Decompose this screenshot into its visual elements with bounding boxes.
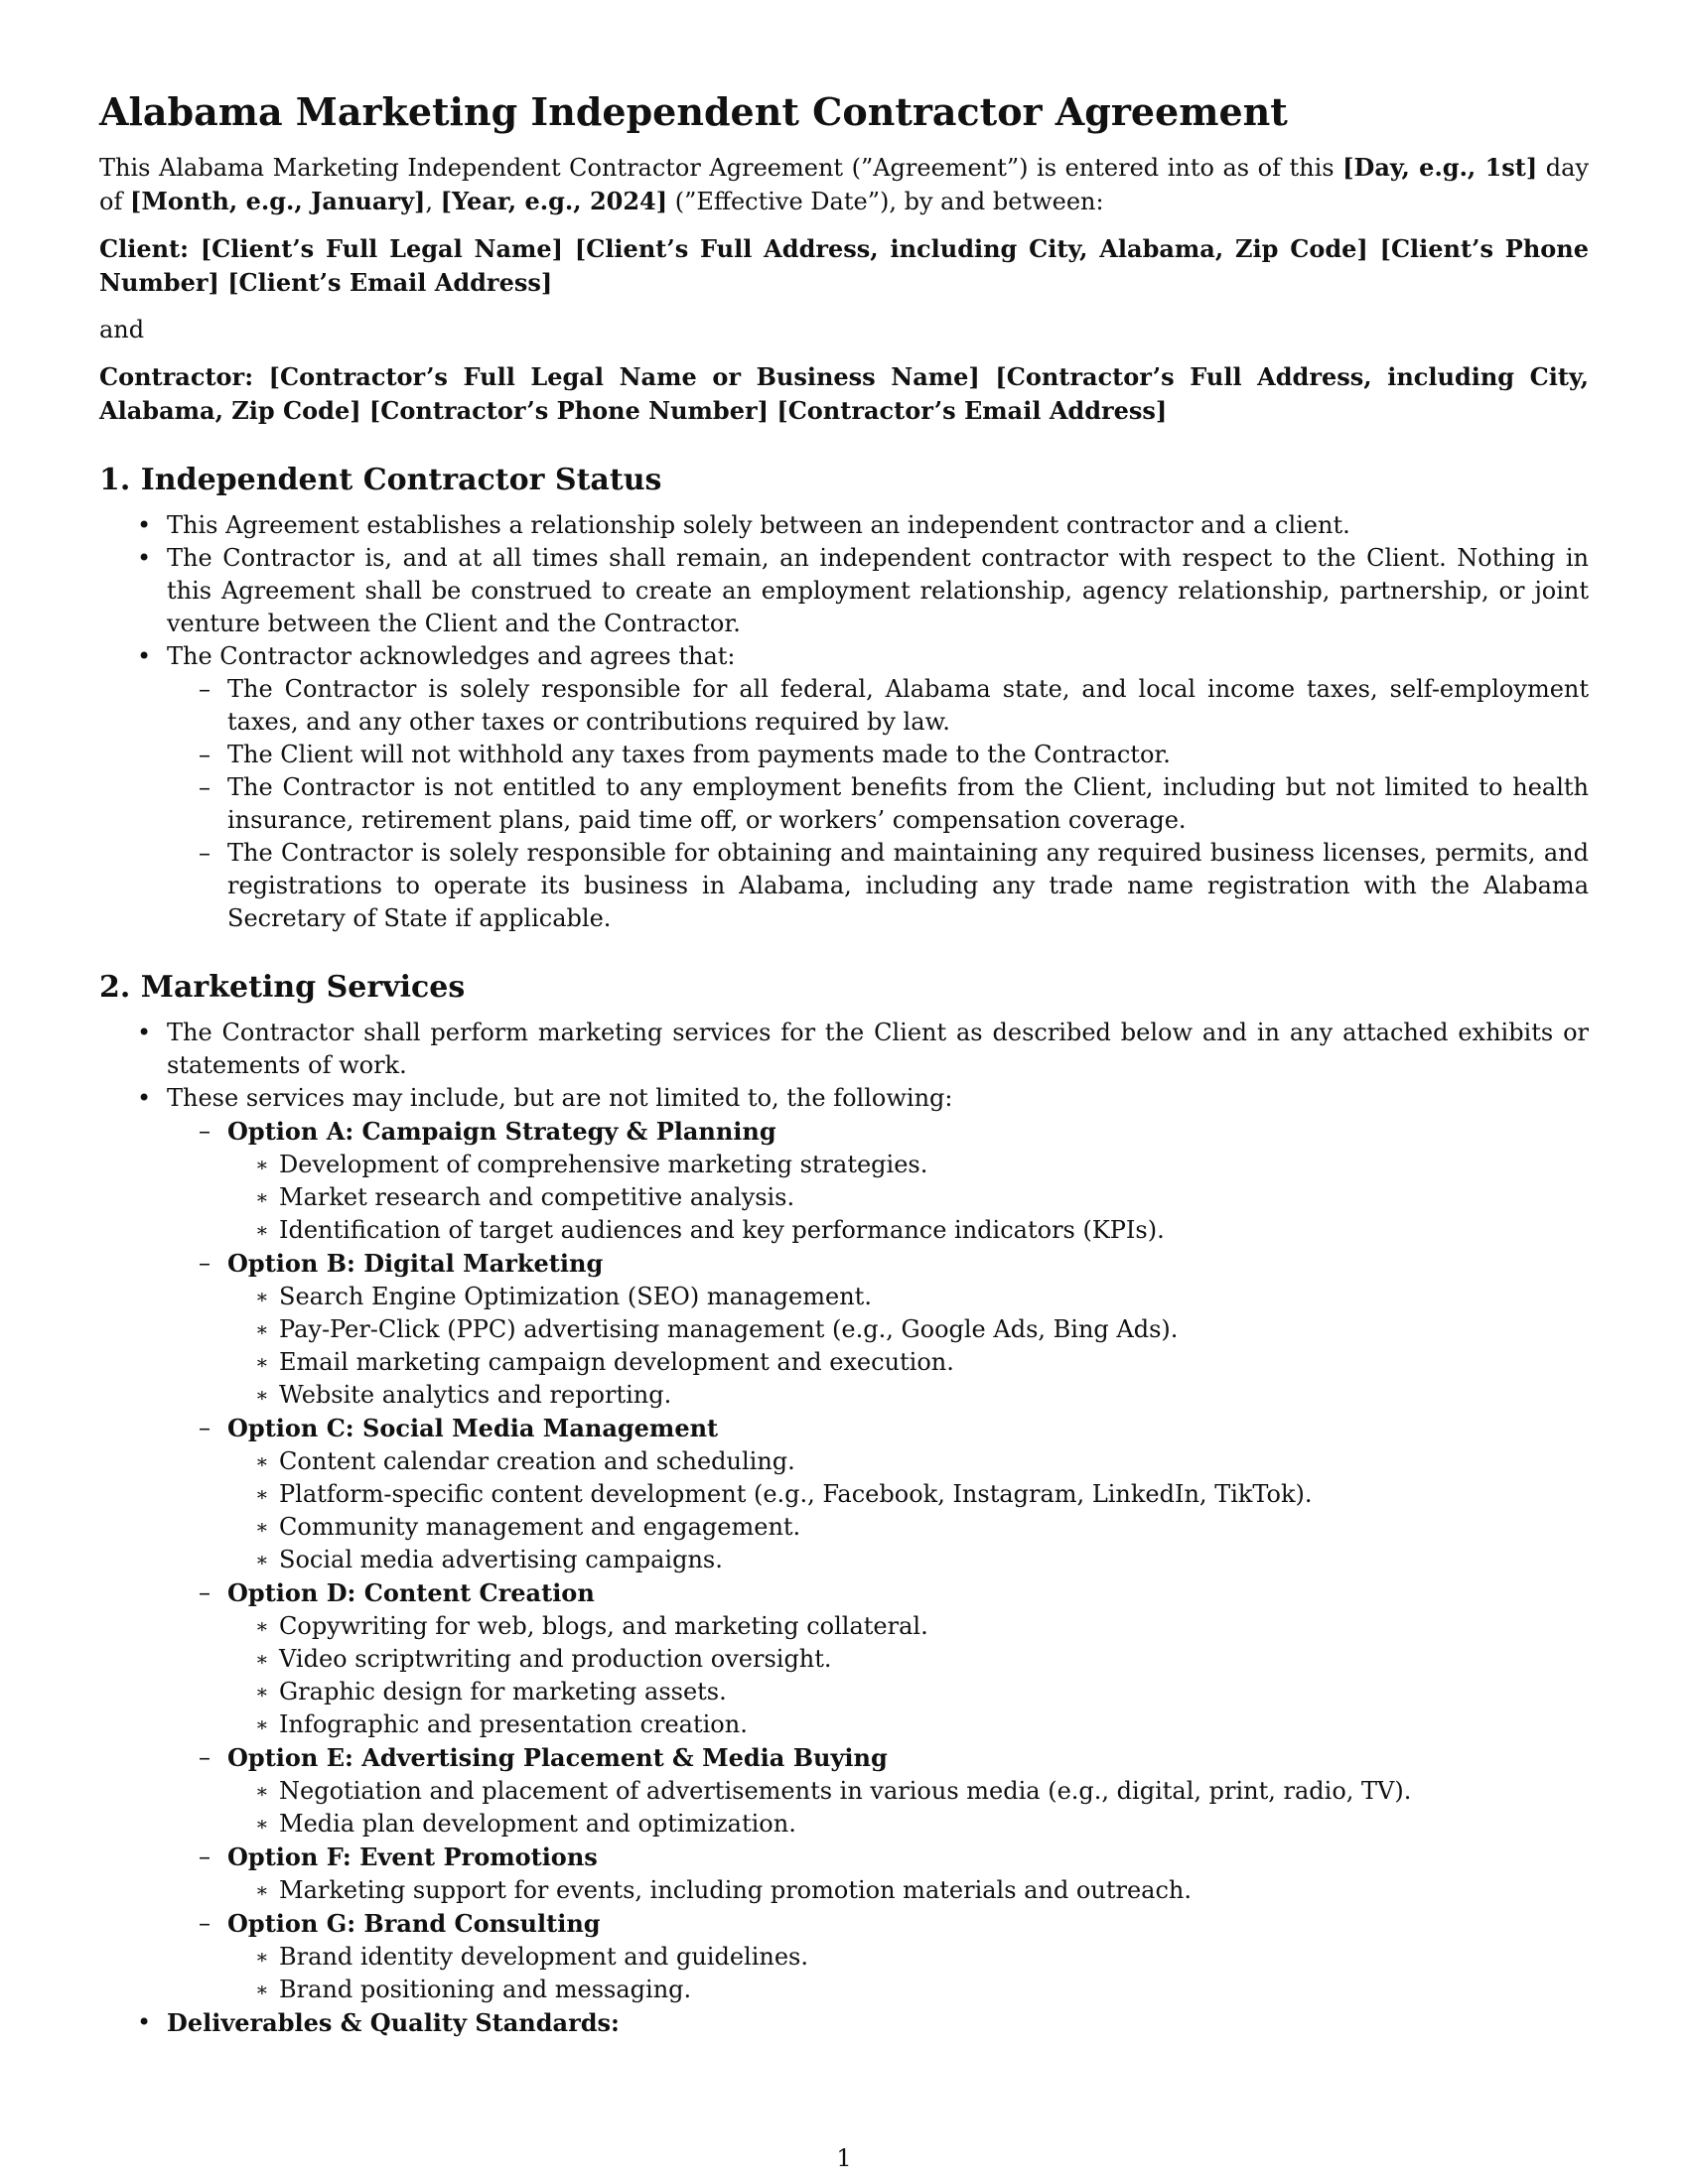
star-marker: ∗ (255, 1317, 269, 1341)
option-b (167, 1247, 1589, 1412)
star-marker: ∗ (255, 1779, 269, 1803)
star-marker: ∗ (255, 1680, 269, 1704)
page-number: 1 (836, 2144, 852, 2172)
list-item (227, 1313, 1589, 1346)
option-title: Option A: Campaign Strategy & Planning (227, 1117, 776, 1146)
list-item (227, 1214, 1589, 1247)
option-c-items (227, 1445, 1589, 1576)
list-item (99, 2006, 1589, 2040)
star-marker: ∗ (255, 1978, 269, 2001)
list-item (99, 1082, 1589, 2006)
section-2-list (99, 1017, 1589, 2040)
list-item (167, 739, 1589, 771)
bullet-marker: • (137, 544, 152, 572)
intro-paragraph (99, 151, 1589, 218)
list-item-text: Copywriting for web, blogs, and marketing collateral. (279, 1612, 928, 1640)
option-g (167, 1907, 1589, 2006)
bullet-marker: • (137, 1084, 152, 1112)
list-item (99, 542, 1589, 640)
bullet-marker: • (137, 2008, 152, 2036)
list-item-text: The Contractor is solely responsible for obtaining and maintaining any required business licenses, permits, and registrations to operate its business in Alabama, including any trade name registration with the Alabama Secretary of State if applicable. (227, 839, 1589, 932)
document-title: Alabama Marketing Independent Contractor Agreement (99, 89, 1288, 134)
dash-marker: – (199, 1414, 211, 1441)
option-f-items (227, 1874, 1589, 1907)
star-marker: ∗ (255, 1285, 269, 1308)
list-item (227, 1974, 1589, 2006)
dash-marker: – (199, 1743, 211, 1771)
year-placeholder: [Year, e.g., 2024] (440, 187, 668, 215)
list-item (227, 1808, 1589, 1841)
list-item (227, 1708, 1589, 1741)
dash-marker: – (199, 773, 211, 801)
option-e-items (227, 1775, 1589, 1841)
star-marker: ∗ (255, 1515, 269, 1539)
dash-marker: – (199, 1909, 211, 1937)
list-item (99, 1017, 1589, 1082)
section-1-heading: 1. Independent Contractor Status (99, 463, 662, 497)
option-e (167, 1741, 1589, 1841)
list-item-text: Brand identity development and guidelines. (279, 1943, 809, 1971)
list-item-text: Website analytics and reporting. (279, 1381, 672, 1409)
list-item (167, 771, 1589, 837)
star-marker: ∗ (255, 1383, 269, 1407)
list-item (167, 837, 1589, 935)
list-item (227, 1775, 1589, 1808)
dash-marker: – (199, 1578, 211, 1606)
star-marker: ∗ (255, 1647, 269, 1671)
bullet-marker: • (137, 642, 152, 670)
section-2-heading: 2. Marketing Services (99, 970, 466, 1005)
document-body (99, 87, 1589, 2040)
section-1-list (99, 509, 1589, 935)
list-item (167, 673, 1589, 739)
dash-marker: – (199, 675, 211, 703)
list-item-text: The Contractor is not entitled to any employment benefits from the Client, including but not limited to health insurance, retirement plans, paid time off, or workers’ compensation coverage. (227, 773, 1589, 834)
list-item-text: Social media advertising campaigns. (279, 1546, 723, 1573)
list-item (227, 1511, 1589, 1544)
list-item-text: Video scriptwriting and production oversight. (279, 1645, 832, 1673)
star-marker: ∗ (255, 1185, 269, 1209)
dash-marker: – (199, 1117, 211, 1145)
dash-marker: – (199, 1843, 211, 1870)
star-marker: ∗ (255, 1945, 269, 1969)
list-item-text: Development of comprehensive marketing strategies. (279, 1151, 928, 1178)
intro-text-2: day of (99, 154, 1589, 215)
list-item-text: Marketing support for events, including promotion materials and outreach. (279, 1876, 1192, 1904)
option-b-items (227, 1281, 1589, 1412)
intro-text-1: This Alabama Marketing Independent Contractor Agreement (”Agreement”) is entered into as of this (99, 154, 1343, 182)
list-item (227, 1445, 1589, 1478)
list-item (227, 1346, 1589, 1379)
list-item (99, 509, 1589, 542)
list-item-text: The Contractor acknowledges and agrees that: (167, 642, 736, 670)
star-marker: ∗ (255, 1812, 269, 1836)
list-item-text: Market research and competitive analysis. (279, 1183, 795, 1211)
bullet-marker: • (137, 1019, 152, 1046)
list-item (227, 1281, 1589, 1313)
option-title: Option E: Advertising Placement & Media Buying (227, 1743, 888, 1772)
star-marker: ∗ (255, 1350, 269, 1374)
and-text: and (99, 316, 145, 343)
list-item-text: Negotiation and placement of advertisements in various media (e.g., digital, print, radio, TV). (279, 1777, 1412, 1805)
option-a-items (227, 1149, 1589, 1247)
star-marker: ∗ (255, 1153, 269, 1176)
star-marker: ∗ (255, 1548, 269, 1571)
list-item-text: Media plan development and optimization. (279, 1810, 796, 1838)
day-placeholder: [Day, e.g., 1st] (1342, 153, 1538, 182)
intro-text-3: , (425, 188, 441, 215)
list-item (227, 1610, 1589, 1643)
list-item-text: Search Engine Optimization (SEO) management. (279, 1283, 872, 1310)
option-g-items (227, 1941, 1589, 2006)
star-marker: ∗ (255, 1449, 269, 1473)
client-block (99, 232, 1589, 300)
list-item-text: Graphic design for marketing assets. (279, 1678, 727, 1706)
list-item (99, 640, 1589, 935)
list-item-text: Content calendar creation and scheduling. (279, 1447, 795, 1475)
list-item (227, 1941, 1589, 1974)
list-item-text: These services may include, but are not limited to, the following: (167, 1084, 953, 1112)
intro-text-4: (”Effective Date”), by and between: (667, 188, 1104, 215)
star-marker: ∗ (255, 1712, 269, 1736)
list-item-text: The Contractor is solely responsible for all federal, Alabama state, and local income taxes, self-employment taxes, and any other taxes or contributions required by law. (227, 675, 1589, 736)
option-a (167, 1115, 1589, 1247)
contractor-block (99, 360, 1589, 428)
option-c (167, 1412, 1589, 1576)
star-marker: ∗ (255, 1482, 269, 1506)
list-item-text: Platform-specific content development (e.g., Facebook, Instagram, LinkedIn, TikTok). (279, 1480, 1313, 1508)
deliverables-heading: Deliverables & Quality Standards: (167, 2008, 620, 2037)
list-item (227, 1643, 1589, 1676)
list-item (227, 1379, 1589, 1412)
bullet-marker: • (137, 511, 152, 539)
option-title: Option C: Social Media Management (227, 1414, 719, 1442)
list-item (227, 1181, 1589, 1214)
list-item-text: Email marketing campaign development and execution. (279, 1348, 954, 1376)
client-details: Client: [Client’s Full Legal Name] [Client’s Full Address, including City, Alabama, Zip Code] [Client’s Phone Number] [Client’s Email Address] (99, 234, 1589, 297)
list-item-text: This Agreement establishes a relationship solely between an independent contractor and a client. (167, 511, 1350, 539)
list-item (227, 1676, 1589, 1708)
option-f (167, 1841, 1589, 1907)
option-title: Option B: Digital Marketing (227, 1249, 604, 1278)
list-item-text: Identification of target audiences and key performance indicators (KPIs). (279, 1216, 1165, 1244)
option-title: Option F: Event Promotions (227, 1843, 598, 1871)
list-item (227, 1149, 1589, 1181)
dash-marker: – (199, 1249, 211, 1277)
option-d (167, 1576, 1589, 1741)
contractor-details: Contractor: [Contractor’s Full Legal Name or Business Name] [Contractor’s Full Address, including City, Alabama, Zip Code] [Contractor’s Phone Number] [Contractor’s Email Address] (99, 362, 1589, 425)
service-options-list (167, 1115, 1589, 2006)
list-item-text: Pay-Per-Click (PPC) advertising management (e.g., Google Ads, Bing Ads). (279, 1315, 1179, 1343)
star-marker: ∗ (255, 1614, 269, 1638)
list-item-text: The Contractor is, and at all times shall remain, an independent contractor with respect to the Client. Nothing in this Agreement shall be construed to create an employment relationship, agency relationship, partnership, or joint venture between the Client and the Contractor. (167, 544, 1589, 637)
list-item-text: Community management and engagement. (279, 1513, 801, 1541)
list-item (227, 1544, 1589, 1576)
option-title: Option G: Brand Consulting (227, 1909, 601, 1938)
list-item-text: Infographic and presentation creation. (279, 1710, 748, 1738)
option-title: Option D: Content Creation (227, 1578, 595, 1607)
dash-marker: – (199, 741, 211, 768)
list-item (227, 1874, 1589, 1907)
dash-marker: – (199, 839, 211, 867)
acknowledgement-sublist (167, 673, 1589, 935)
star-marker: ∗ (255, 1878, 269, 1902)
option-d-items (227, 1610, 1589, 1741)
list-item-text: The Client will not withhold any taxes from payments made to the Contractor. (227, 741, 1171, 768)
star-marker: ∗ (255, 1218, 269, 1242)
month-placeholder: [Month, e.g., January] (129, 187, 426, 215)
list-item-text: The Contractor shall perform marketing services for the Client as described below and in any attached exhibits or statements of work. (167, 1019, 1589, 1079)
list-item-text: Brand positioning and messaging. (279, 1976, 692, 2003)
list-item (227, 1478, 1589, 1511)
